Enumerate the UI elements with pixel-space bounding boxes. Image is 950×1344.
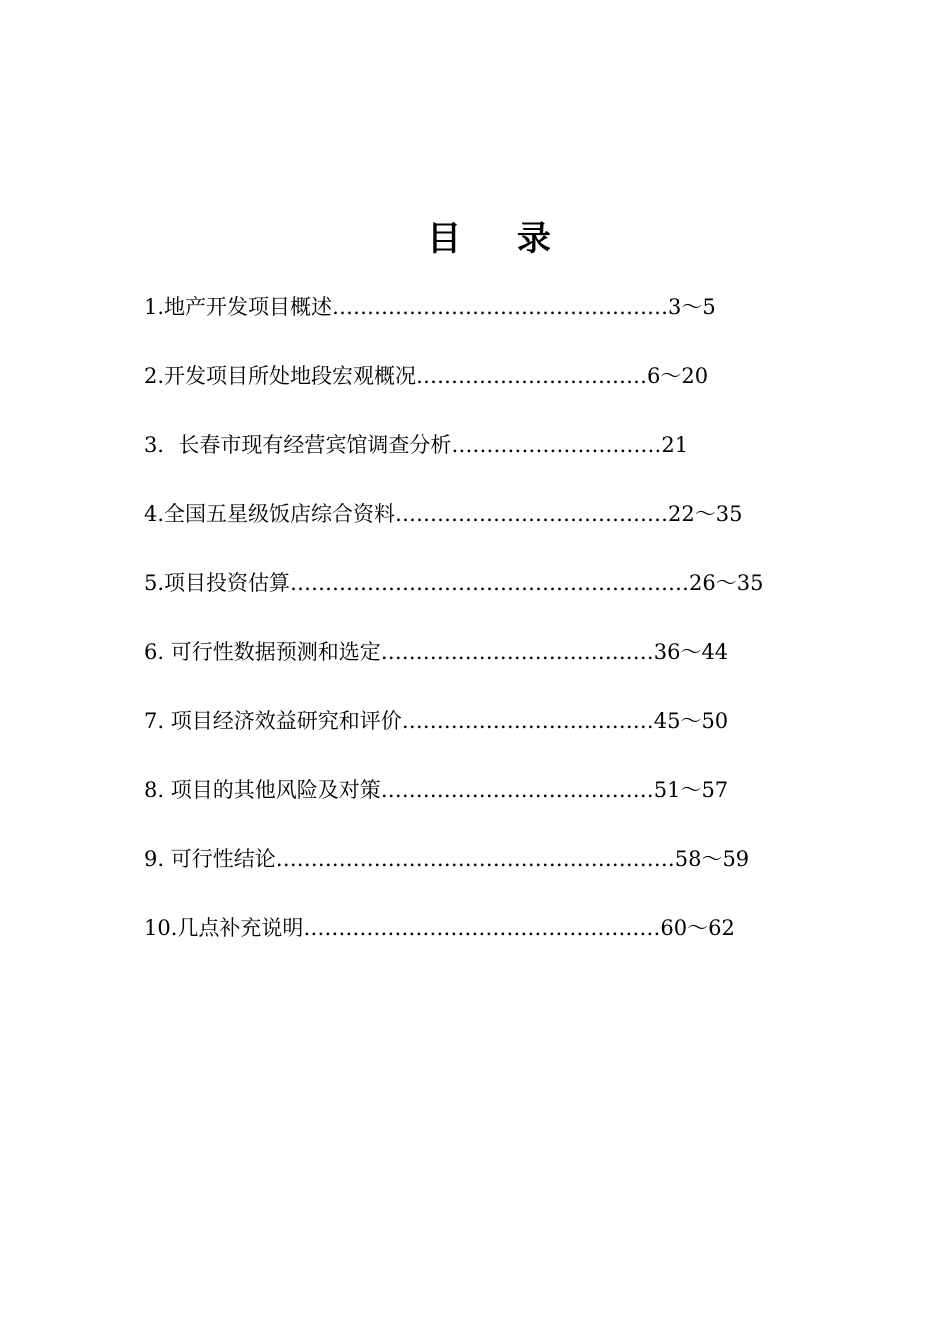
toc-page-range: 6～20	[647, 364, 709, 388]
toc-entry-9	[144, 838, 864, 907]
toc-entry-text: 5.项目投资估算	[144, 571, 291, 595]
toc-leader-dots: …………………………………………	[332, 295, 669, 319]
toc-entry-5	[144, 562, 864, 631]
toc-entry-3	[144, 424, 864, 493]
toc-entry-1	[144, 286, 864, 355]
toc-leader-dots: …………………………	[451, 433, 662, 457]
toc-entry-8	[144, 769, 864, 838]
toc-entry-text: 9. 可行性结论	[144, 847, 276, 871]
toc-page-range: 3～5	[668, 295, 716, 319]
toc-entry-text: 6. 可行性数据预测和选定	[144, 640, 381, 664]
toc-leader-dots: ………………………………	[401, 709, 654, 733]
toc-entry-text: 3．长春市现有经营宾馆调查分析	[144, 433, 452, 457]
toc-entry-text: 8. 项目的其他风险及对策	[144, 778, 381, 802]
toc-entry-7	[144, 700, 864, 769]
toc-page-range: 58～59	[674, 847, 750, 871]
toc-entry-text: 1.地产开发项目概述	[144, 295, 333, 319]
toc-page-range: 60～62	[660, 916, 735, 940]
toc-entry-text: 7. 项目经济效益研究和评价	[144, 709, 402, 733]
toc-leader-dots: …………………………………………………	[290, 571, 690, 595]
toc-leader-dots: ……………………………	[416, 364, 648, 388]
toc-entry-4	[144, 493, 864, 562]
toc-entry-10	[144, 907, 864, 976]
page-title: 目 录	[427, 219, 573, 259]
toc-leader-dots: …………………………………	[380, 778, 654, 802]
toc-leader-dots: …………………………………	[380, 640, 654, 664]
toc-leader-dots: ……………………………………………	[303, 916, 661, 940]
toc-page-range: 36～44	[653, 640, 729, 664]
toc-entry-2	[144, 355, 864, 424]
toc-page-range: 45～50	[653, 709, 729, 733]
toc-entry-text: 2.开发项目所处地段宏观概况	[144, 364, 417, 388]
toc-entry-6	[144, 631, 864, 700]
toc-leader-dots: …………………………………	[395, 502, 669, 526]
toc-entry-text: 10.几点补充说明	[144, 916, 304, 940]
toc-leader-dots: …………………………………………………	[275, 847, 675, 871]
toc-entry-text: 4.全国五星级饭店综合资料	[144, 502, 396, 526]
table-of-contents	[144, 286, 864, 976]
toc-page-range: 22～35	[668, 502, 743, 526]
toc-page-range: 21	[661, 433, 689, 457]
toc-page-range: 26～35	[689, 571, 764, 595]
toc-page-range: 51～57	[653, 778, 729, 802]
